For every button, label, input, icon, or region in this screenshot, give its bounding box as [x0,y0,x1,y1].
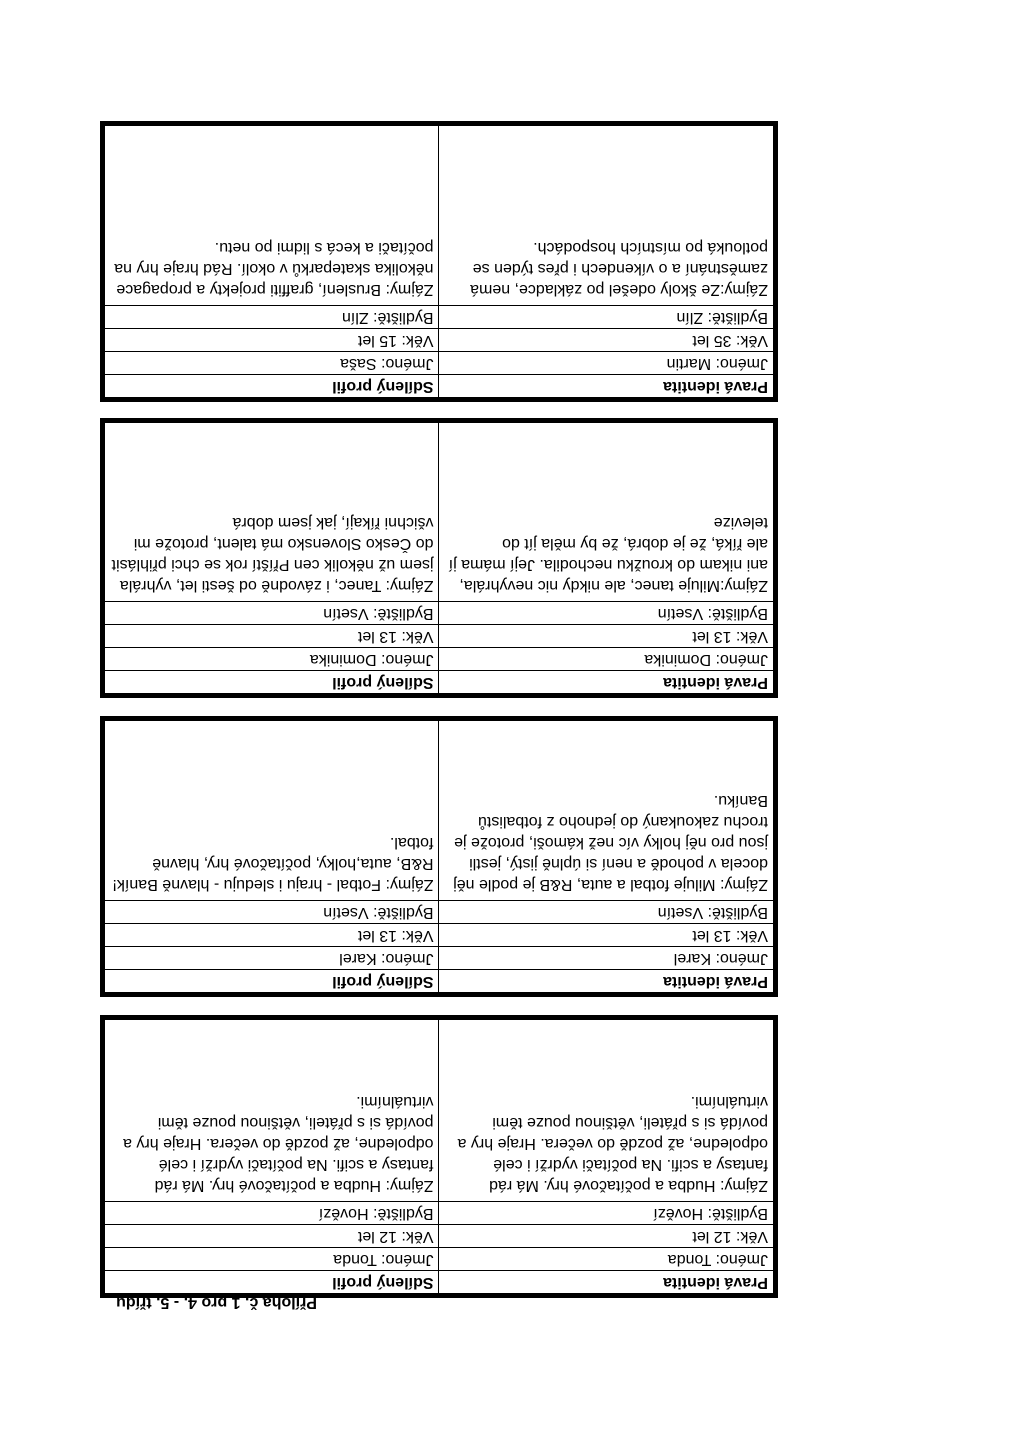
true-identity-home: Bydliště: Zlín [439,306,774,329]
true-identity-interests: Zájmy:Miluje tanec, ale nikdy nic nevyhrála, ani nikam do kroužku nechodila. Její máma jí ale říká, že je dobrá, že by měla jít do televize [439,423,774,602]
profile-table [104,422,774,694]
shared-profile-header: Sdílený profil [105,1271,440,1294]
shared-profile-name: Jméno: Karel [105,947,440,970]
true-identity-name: Jméno: Martin [439,352,774,375]
shared-profile-age: Věk: 13 let [105,625,440,648]
shared-profile-home: Bydliště: Zlín [105,306,440,329]
true-identity-name: Jméno: Tonda [439,1248,774,1271]
true-identity-header: Pravá identita [439,671,774,694]
profile-card [100,121,778,402]
profile-table [104,125,774,398]
shared-profile-home: Bydliště: Vsetín [105,901,440,924]
true-identity-header: Pravá identita [439,1271,774,1294]
shared-profile-header: Sdílený profil [105,970,440,993]
true-identity-header: Pravá identita [439,375,774,398]
profile-table [104,1019,774,1294]
true-identity-name: Jméno: Dominika [439,648,774,671]
shared-profile-age: Věk: 15 let [105,329,440,352]
shared-profile-age: Věk: 13 let [105,924,440,947]
true-identity-age: Věk: 35 let [439,329,774,352]
shared-profile-age: Věk: 12 let [105,1225,440,1248]
true-identity-age: Věk: 12 let [439,1225,774,1248]
true-identity-name: Jméno: Karel [439,947,774,970]
shared-profile-home: Bydliště: Hovězí [105,1202,440,1225]
shared-profile-name: Jméno: Saša [105,352,440,375]
shared-profile-name: Jméno: Dominika [105,648,440,671]
profile-table [104,720,774,993]
shared-profile-name: Jméno: Tonda [105,1248,440,1271]
true-identity-home: Bydliště: Vsetín [439,901,774,924]
true-identity-header: Pravá identita [439,970,774,993]
shared-profile-interests: Zájmy: Hudba a počítačové hry. Má rád fantasy a scifi. Na počítači vydrží i celé odpoledne, až pozdě do večera. Hraje hry a povídá si s přáteli, většinou pouze těmi virtuálními. [105,1020,440,1202]
true-identity-interests: Zájmy:Ze školy odešel po základce, nemá zaměstnání a o víkendech i přes týden se potlouká po místních hospodách. [439,126,774,306]
true-identity-interests: Zájmy: Hudba a počítačové hry. Má rád fantasy a scifi. Na počítači vydrží i celé odpoledne, až pozdě do večera. Hraje hry a povídá si s přáteli, většinou pouze těmi virtuálními. [439,1020,774,1202]
shared-profile-home: Bydliště: Vsetín [105,602,440,625]
profile-card [100,418,778,698]
true-identity-interests: Zájmy: Miluje fotbal a auta, R&B je podle něj docela v pohodě a není si úplně jistý, jestli jsou pro něj holky víc než kámoši, protože je trochu zakoukaný do jednoho z fotbalistů Baníku. [439,721,774,901]
true-identity-home: Bydliště: Hovězí [439,1202,774,1225]
shared-profile-header: Sdílený profil [105,671,440,694]
true-identity-home: Bydliště: Vsetín [439,602,774,625]
true-identity-age: Věk: 13 let [439,924,774,947]
shared-profile-interests: Zájmy: Fotbal - hraju i sleduju - hlavně Baník! R&B, auta,holky, počítačové hry, hlavně fotbal. [105,721,440,901]
profile-card [100,716,778,997]
true-identity-age: Věk: 13 let [439,625,774,648]
profile-card [100,1015,778,1298]
shared-profile-interests: Zájmy: Tanec, i závodně od šesti let, vyhrála jsem už několik cen Příští rok se chci přihlásit do Česko Slovensko má talent, protože mi všichni říkají, jak jsem dobrá [105,423,440,602]
shared-profile-interests: Zájmy: Bruslení, graffiti projekty a propagace několika skateparků v okolí. Rád hraje hry na počítači a kecá s lidmi po netu. [105,126,440,306]
shared-profile-header: Sdílený profil [105,375,440,398]
document-title: Příloha č. 1 pro 4. - 5. třídu [116,1294,317,1311]
